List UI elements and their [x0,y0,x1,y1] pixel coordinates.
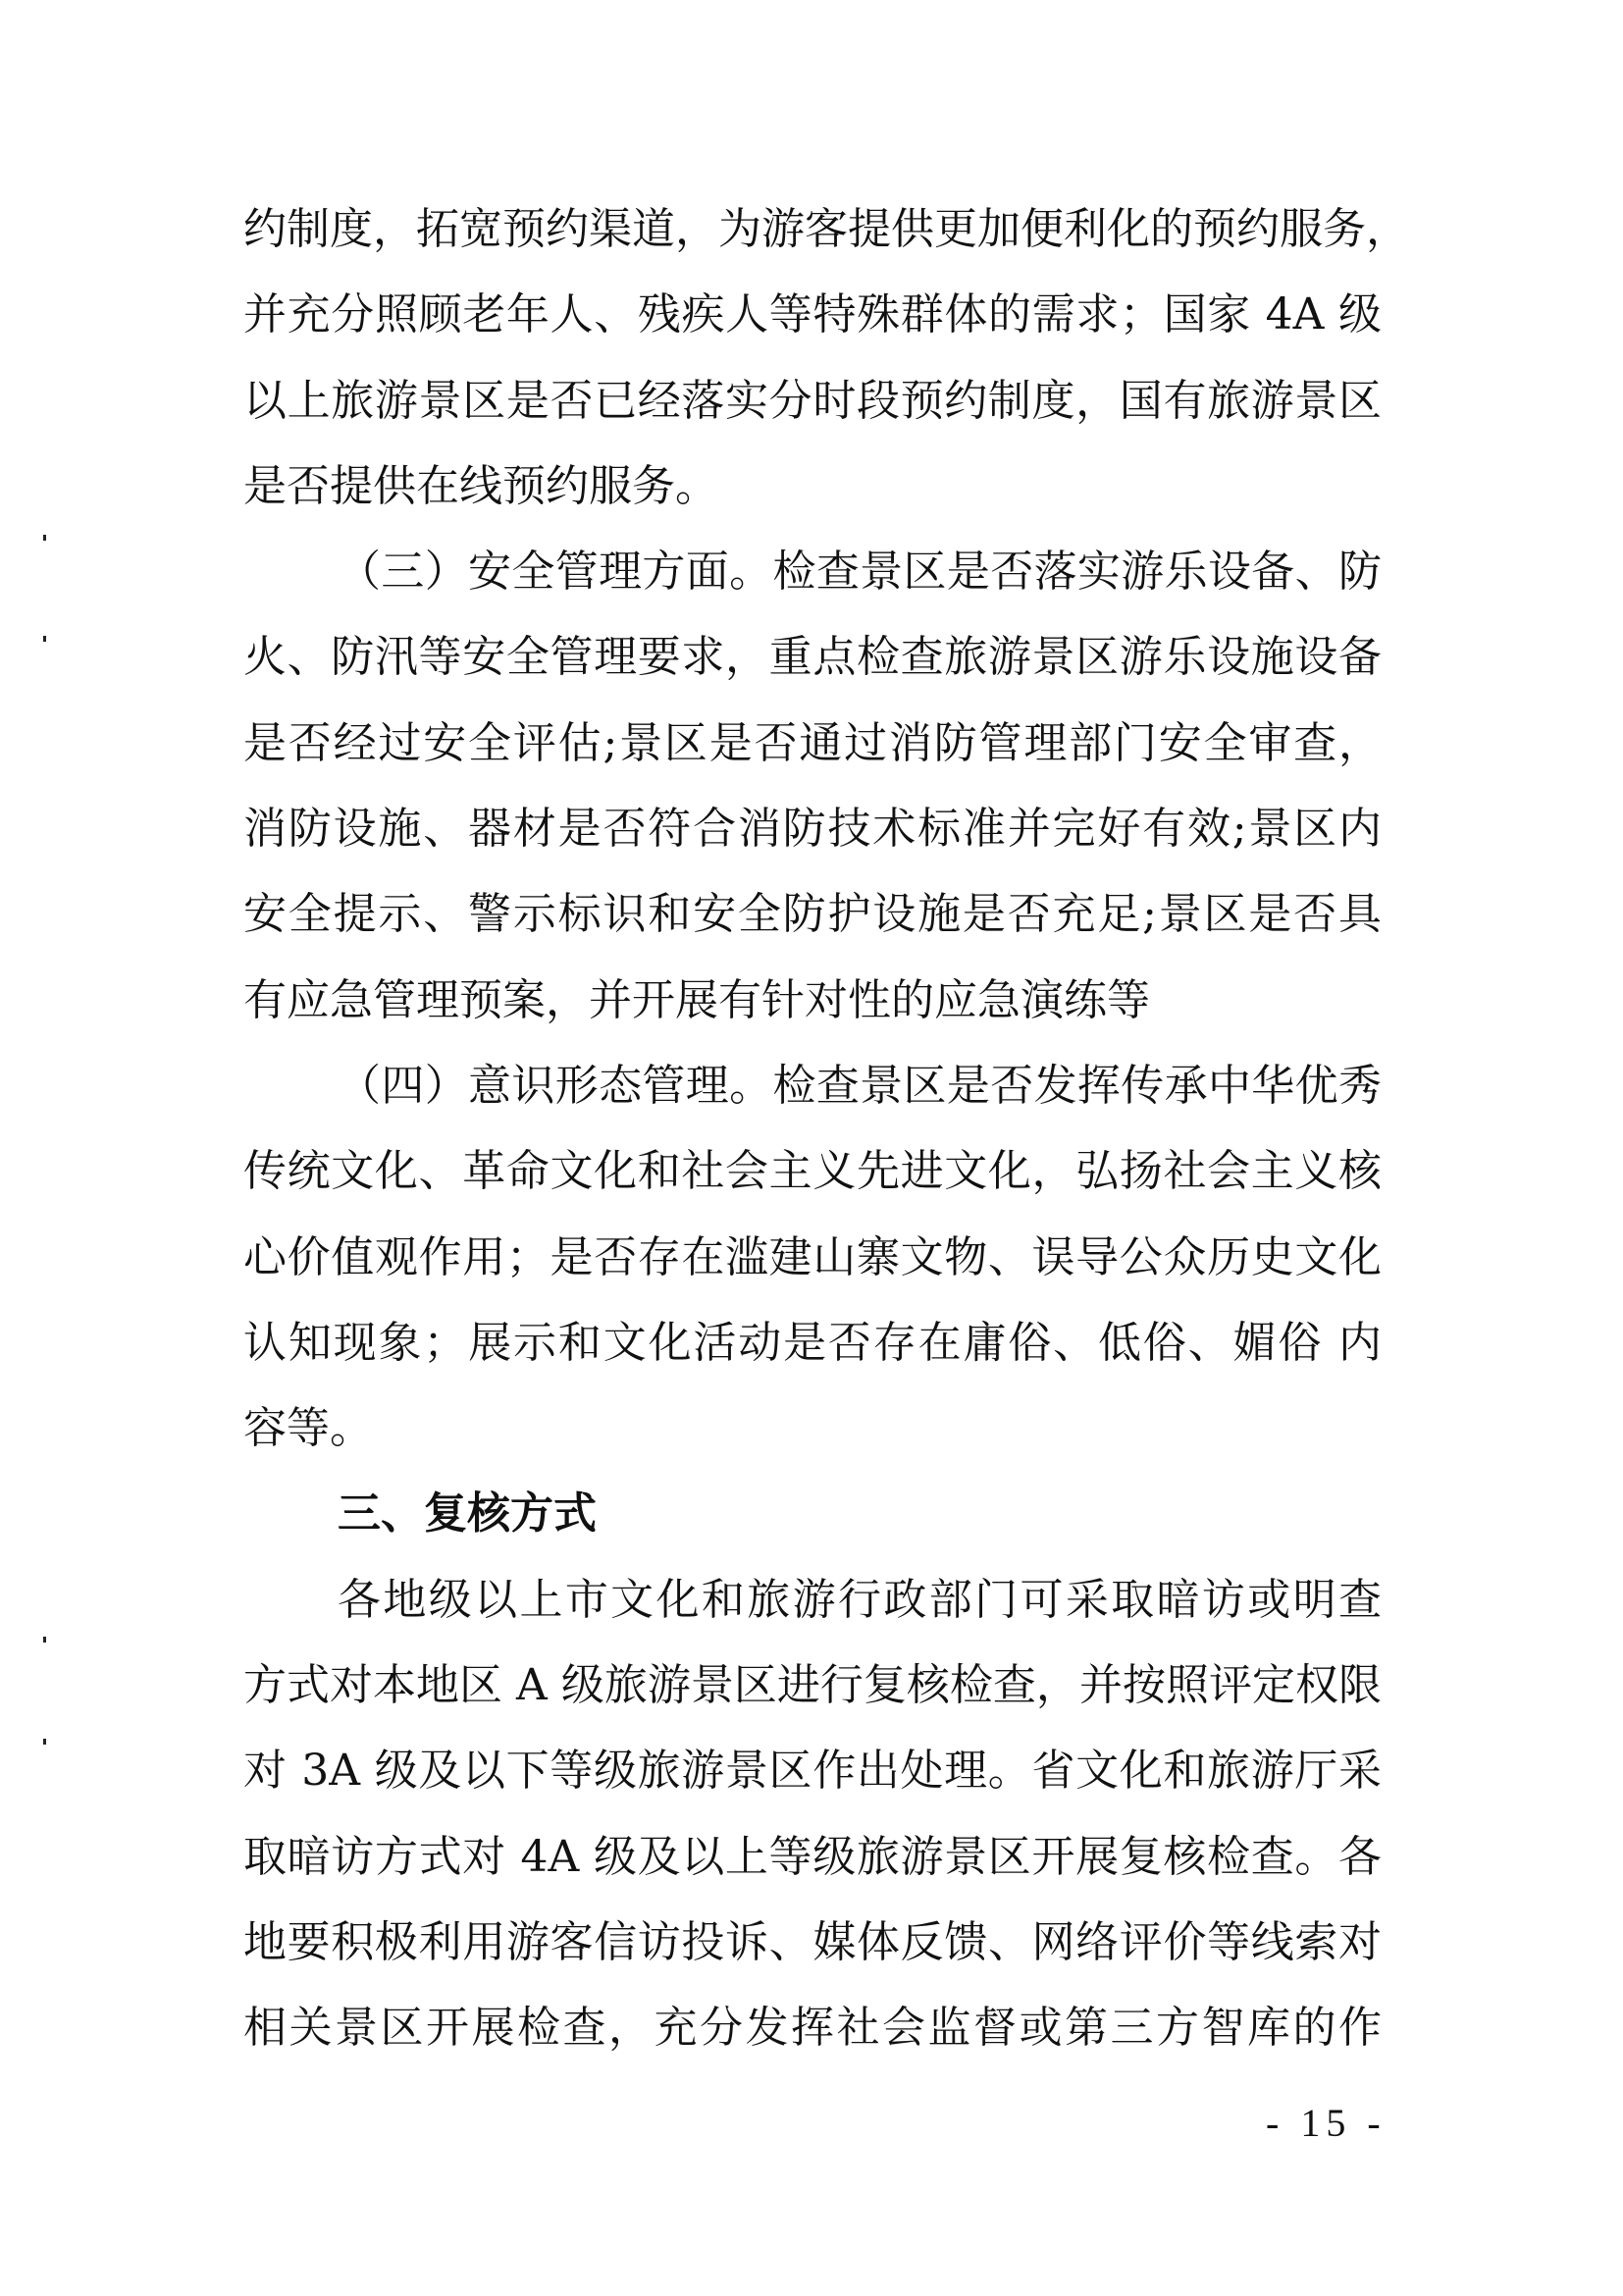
text-line: 是否经过安全评估;景区是否通过消防管理部门安全审查， [243,717,1382,768]
text-line: 地要积极利用游客信访投诉、媒体反馈、网络评价等线索对 [243,1916,1382,1967]
section-three-heading-line: （三）安全管理方面。检查景区是否落实游乐设备、防 [338,547,1382,598]
text-line: 取暗访方式对 4A 级及以上等级旅游景区开展复核检查。各 [243,1831,1382,1882]
page-number: - 15 - [1266,2101,1387,2145]
text-line: 以上旅游景区是否已经落实分时段预约制度，国有旅游景区 [243,375,1382,426]
text-line: 安全提示、警示标识和安全防护设施是否充足;景区是否具 [243,889,1382,940]
text-line: 有应急管理预案，并开展有针对性的应急演练等 [243,974,1150,1025]
scan-speck [43,535,46,541]
text-line: 传统文化、革命文化和社会主义先进文化，弘扬社会主义核 [243,1146,1382,1197]
text-line: 对 3A 级及以下等级旅游景区作出处理。省文化和旅游厅采 [243,1746,1382,1797]
text-line: 方式对本地区 A 级旅游景区进行复核检查，并按照评定权限 [243,1660,1382,1711]
text-line: 是否提供在线预约服务。 [243,460,718,511]
text-line: 各地级以上市文化和旅游行政部门可采取暗访或明查 [338,1574,1382,1625]
section-heading: 三、复核方式 [338,1488,597,1539]
text-line: 心价值观作用；是否存在滥建山寨文物、误导公众历史文化 [243,1231,1382,1282]
section-four-heading-line: （四）意识形态管理。检查景区是否发挥传承中华优秀 [338,1060,1382,1111]
scan-speck [43,1637,46,1643]
document-body [243,186,1409,2071]
scan-speck [43,1739,46,1745]
text-line: 并充分照顾老年人、残疾人等特殊群体的需求；国家 4A 级 [243,289,1382,340]
text-line: 约制度，拓宽预约渠道，为游客提供更加便利化的预约服务， [243,204,1409,254]
text-line: 认知现象；展示和文化活动是否存在庸俗、低俗、媚俗 内 [243,1317,1382,1368]
scan-speck [43,636,46,642]
text-line: 消防设施、器材是否符合消防技术标准并完好有效;景区内 [243,804,1382,855]
text-line: 相关景区开展检查，充分发挥社会监督或第三方智库的作 [243,2003,1382,2054]
text-line: 火、防汛等安全管理要求，重点检查旅游景区游乐设施设备 [243,632,1382,683]
text-line: 容等。 [243,1403,373,1454]
